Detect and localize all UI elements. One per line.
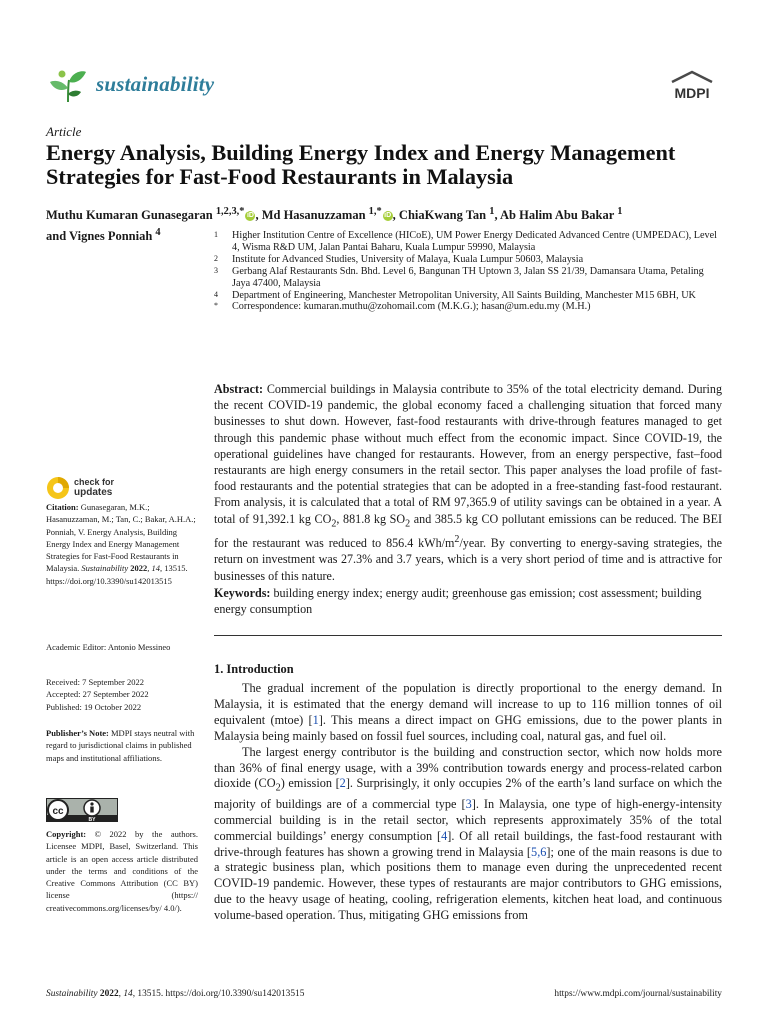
copyright-block	[46, 828, 198, 914]
copyright-text: © 2022 by the authors. Licensee MDPI, Basel, Switzerland. This article is an open access article distributed under the terms and conditions of the Creative Commons Attribution (CC BY) license (https:// creativecommons.org/licenses/by/ 4.0/).	[46, 829, 198, 913]
affiliation-mark: *	[214, 301, 218, 311]
paragraph	[214, 681, 722, 745]
abstract-label: Abstract:	[214, 382, 264, 396]
text-run: ) emission [	[280, 776, 340, 791]
cc-label: BY	[88, 817, 96, 822]
citation-doi[interactable]: , 13515. https://doi.org/10.3390/su142013515	[46, 563, 188, 586]
mdpi-logo-icon[interactable]	[666, 68, 718, 104]
author-name[interactable]: , Ab Halim Abu Bakar	[494, 208, 618, 223]
footer-journal: Sustainability	[46, 989, 98, 999]
abstract-text: /year. By converting to energy-saving strategies, the return on investment was 27.3% and 3.7 years, which is a very short period of time and is attractive for businesses of this nature.	[214, 536, 722, 583]
copyright-label: Copyright:	[46, 829, 87, 839]
author-affil-marks: 1,*	[368, 206, 382, 217]
check-updates-label	[74, 478, 114, 498]
published-date: Published: 19 October 2022	[46, 701, 142, 712]
author-name[interactable]: and Vignes Ponniah	[46, 229, 156, 244]
affiliation-text: Gerbang Alaf Restaurants Sdn. Bhd. Level 6, Bangunan TH Uptown 3, Jalan SS 21/39, Damansara Utama, Petaling Jaya 47400, Malaysia	[232, 265, 704, 289]
affiliation-text: Department of Engineering, Manchester Metropolitan University, All Saints Building, Manchester M15 6BH, UK	[232, 289, 696, 301]
leaf-plant-icon	[48, 64, 88, 104]
author-affil-marks: 1	[489, 206, 495, 217]
subscript: 2	[331, 518, 337, 530]
section-heading: 1. Introduction	[214, 662, 294, 676]
abstract	[214, 381, 722, 584]
correspondence-text: Correspondence: kumaran.muthu@zohomail.com (M.K.G.); hasan@um.edu.my (M.H.)	[232, 301, 591, 313]
citation-year: 2022	[128, 563, 148, 574]
reference-link[interactable]: 4	[441, 828, 448, 843]
publisher-note-text: MDPI stays neutral with regard to jurisdictional claims in published maps and institutional affiliations.	[46, 728, 195, 763]
keywords	[214, 585, 722, 617]
footer-journal-url[interactable]: https://www.mdpi.com/journal/sustainability	[554, 989, 722, 999]
superscript: 2	[454, 534, 460, 546]
affiliation-item	[214, 230, 724, 254]
abstract-text: , 881.8 kg SO	[336, 511, 406, 526]
article-dates	[46, 676, 198, 713]
journal-logo[interactable]	[48, 64, 214, 104]
text-run: ]. Surprisingly, it only occupies 2% of the earth’s land surface on which the majority of buildings are of a commercial type [	[214, 776, 722, 811]
received-date: Received: 7 September 2022	[46, 677, 144, 687]
cc-by-license-icon[interactable]	[46, 798, 118, 822]
text-run: The gradual increment of the population is directly proportional to the energy demand. In Malaysia, it is estimated that the energy demand will increase to up to 116 million tonnes of oil equivalent (mtoe) [	[214, 681, 722, 727]
reference-link[interactable]: 1	[312, 712, 319, 727]
author-name[interactable]: , ChiaKwang Tan	[392, 208, 490, 223]
reference-link[interactable]: 2	[339, 776, 346, 791]
author-affil-marks: 4	[155, 227, 161, 239]
paper-title: Energy Analysis, Building Energy Index and Energy Management Strategies for Fast-Food Restaurants in Malaysia	[46, 140, 676, 189]
subscript: 2	[405, 518, 411, 530]
citation-journal: Sustainability	[81, 563, 129, 574]
keywords-label: Keywords:	[214, 586, 271, 600]
accepted-date: Accepted: 27 September 2022	[46, 689, 149, 700]
citation-volume: , 14	[147, 563, 161, 574]
subscript: 2	[275, 782, 281, 794]
check-updates-line2: updates	[74, 487, 113, 498]
footer-citation	[46, 989, 304, 999]
orcid-icon[interactable]: iD	[384, 212, 392, 220]
text-run: ]; one of the main reasons is due to a strategic business plan, which positions them to manage even during the unprecedented recent COVID-19 pandemic. However, these types of restaurants are major contributors to GHG emissions, due to the heavy usage of heating, cooling, refrigeration elements, kitchen heat load, and continuous volume-based operation. Thus, mitigating GHG emissions from	[214, 844, 722, 923]
affiliation-item	[214, 301, 724, 313]
text-run: ]. This means a direct impact on GHG emissions, due to the power plants in Malaysia being mainly based on fossil fuel sources, including coal, natural gas, and fuel oil.	[214, 712, 722, 743]
check-updates-icon	[46, 476, 70, 500]
journal-name: sustainability	[96, 71, 215, 96]
abstract-text: Commercial buildings in Malaysia contribute to 35% of the total electricity demand. During the recent COVID-19 pandemic, the global economy faced a challenging situation that forced many businesses to shut down. However, fast-food restaurants with drive-through features managed to get through this pandemic phase without much effect from the economic impact. Since COVID-19, the operational guidelines have changed for restaurants. However, from an energy perspective, fast–food restaurants are high energy consumers in the retail sector. This paper analyses the load profile of fast-food restaurants and the potential strategies that can be adopted in a free-standing fast-food restaurant. From analysis, it is calculated that a total of RM 97,365.9 of utility savings can be obtained in a year. A total of 91,392.1 kg CO	[214, 382, 722, 526]
paragraph	[214, 745, 722, 924]
affiliation-item	[214, 266, 724, 290]
affiliation-text: Institute for Advanced Studies, University of Malaya, Kuala Lumpur 50603, Malaysia	[232, 253, 584, 265]
text-run: The largest energy contributor is the building and construction sector, which now holds more than 36% of final energy usage, with a 39% contribution towards energy and process-related carbon dioxide (CO	[214, 744, 722, 791]
affiliation-mark: 2	[214, 253, 218, 263]
orcid-icon[interactable]: iD	[246, 212, 254, 220]
text-run: ]. In Malaysia, one type of high-energy-intensity commercial building is in the retail sector, which represents approximately 35% of the total commercial buildings’ energy consumption [	[214, 796, 723, 843]
affiliations	[214, 230, 724, 313]
publisher-note-label: Publisher’s Note:	[46, 728, 109, 738]
author-affil-marks: 1	[617, 206, 623, 217]
affiliation-mark: 3	[214, 265, 218, 275]
footer-doi[interactable]: , 13515. https://doi.org/10.3390/su142013515	[132, 989, 305, 999]
footer-year: 2022	[97, 989, 119, 999]
body-text	[214, 681, 722, 924]
divider	[214, 635, 722, 636]
text-run: ]. Of all retail buildings, the fast-food restaurant with drive-through features has shown a growing trend in Malaysia [	[214, 828, 722, 859]
academic-editor: Academic Editor: Antonio Messineo	[46, 642, 171, 652]
affiliation-mark: 1	[214, 230, 218, 239]
affiliation-item	[214, 254, 724, 266]
footer-volume: , 14	[118, 989, 133, 999]
check-updates-line1: check for	[74, 477, 115, 487]
affiliation-mark: 4	[214, 289, 218, 299]
affiliation-item	[214, 290, 724, 302]
author-name[interactable]: Muthu Kumaran Gunasegaran	[46, 208, 216, 223]
citation-text: Gunasegaran, M.K.; Hasanuzzaman, M.; Tan, C.; Bakar, A.H.A.; Ponniah, V. Energy Analysis, Building Energy Index and Energy Management Strategies for Fast-Food Restaurants in Malaysia.	[46, 502, 196, 574]
publisher-note	[46, 727, 198, 764]
keywords-text: building energy index; energy audit; greenhouse gas emission; cost assessment; building energy consumption	[214, 586, 702, 617]
author-name[interactable]: , Md Hasanuzzaman	[255, 208, 369, 223]
abstract-text: and 385.5 kg CO pollutant emissions can be reduced. The BEI for the restaurant was reduced to 856.4 kWh/m	[214, 511, 722, 551]
article-type: Article	[46, 124, 82, 139]
publisher-name: MDPI	[674, 85, 710, 101]
check-for-updates-badge[interactable]	[46, 476, 114, 500]
reference-link[interactable]: 5,6	[531, 844, 547, 859]
svg-text:cc: cc	[52, 806, 64, 817]
reference-link[interactable]: 3	[465, 796, 472, 811]
citation-block	[46, 501, 198, 587]
affiliation-text: Higher Institution Centre of Excellence (HICoE), UM Power Energy Dedicated Advanced Centre (UMPEDAC), Level 4, Wisma R&D UM, Jalan Pantai Baharu, Kuala Lumpur 59990, Malaysia	[232, 230, 717, 253]
citation-label: Citation:	[46, 502, 79, 512]
author-affil-marks: 1,2,3,*	[215, 206, 245, 217]
